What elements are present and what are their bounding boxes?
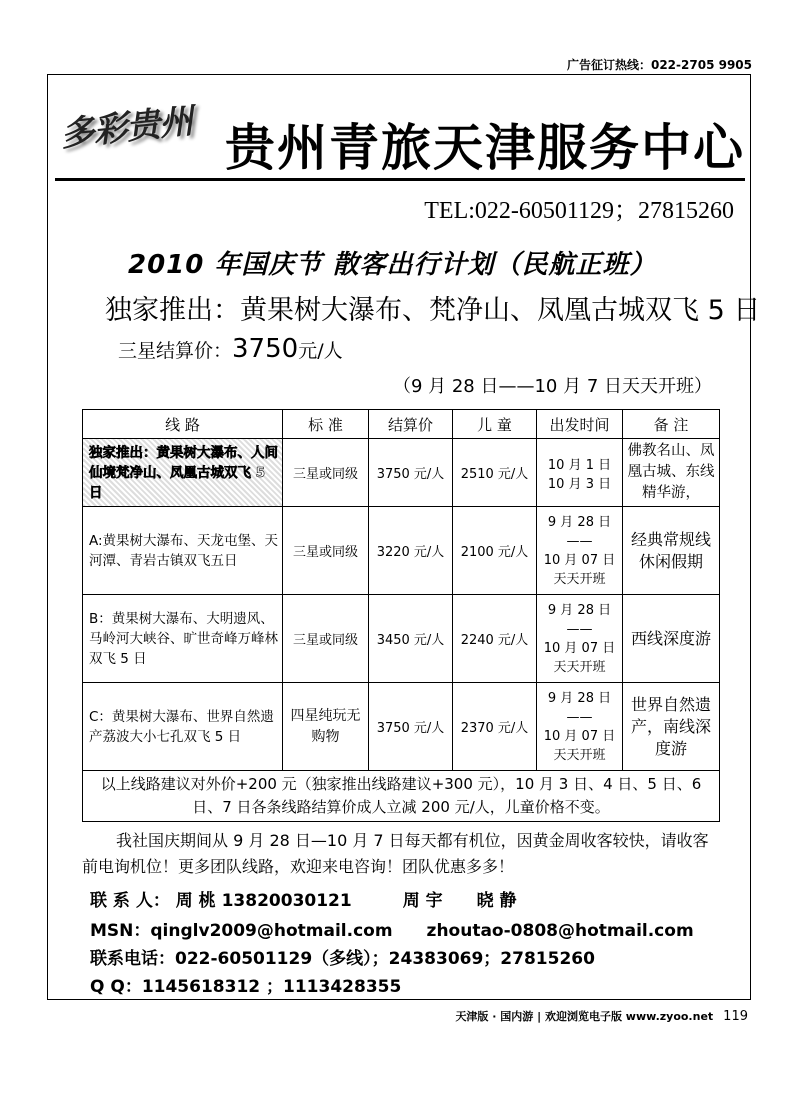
- table-row: [83, 439, 720, 507]
- exclusive-offer: 独家推出：黄果树大瀑布、梵净山、凤凰古城双飞 5 日: [105, 295, 761, 326]
- child-cell: 2370 元/人: [453, 683, 537, 771]
- page-number: 119: [723, 1009, 748, 1024]
- logo: 多彩贵州: [58, 101, 195, 155]
- subtitle: 2010 年国庆节 散客出行计划（民航正班）: [128, 250, 657, 280]
- page-footer: [455, 1008, 748, 1024]
- standard-cell: 三星或同级: [283, 439, 369, 507]
- departure-date: 10 月 1 日: [547, 457, 612, 473]
- contact-qq: Q Q：1145618312 ；1113428355: [90, 977, 402, 997]
- standard-cell: 三星或同级: [283, 507, 369, 595]
- routes-table: [82, 409, 720, 822]
- departure-dash: ——: [566, 621, 593, 637]
- departure-cell: [537, 507, 623, 595]
- price-cell: 3220 元/人: [369, 507, 453, 595]
- title-divider: [55, 178, 745, 181]
- route-cell: B：黄果树大瀑布、大明遗风、马岭河大峡谷、旷世奇峰万峰林双飞 5 日: [83, 595, 283, 683]
- departure-cell: [537, 595, 623, 683]
- departure-start: 9 月 28 日: [547, 514, 612, 530]
- table-header-row: [83, 410, 720, 439]
- departure-cell: [537, 439, 623, 507]
- table-footnote: 以上线路建议对外价+200 元（独家推出线路建议+300 元），10 月 3 日、4 日、5 日、6 日、7 日各条线路结算价成人立减 200 元/人，儿童价格不变。: [83, 771, 720, 822]
- price-label: 三星结算价：: [118, 340, 233, 362]
- departure-end: 10 月 07 日: [543, 640, 616, 656]
- departure-date: 10 月 3 日: [547, 476, 612, 492]
- child-cell: 2100 元/人: [453, 507, 537, 595]
- contact-people: 联 系 人： 周 桃 13820030121 周 宇 晓 静: [90, 891, 517, 911]
- header-price: 结算价: [369, 410, 453, 439]
- page-title: 贵州青旅天津服务中心: [225, 118, 745, 177]
- header-departure: 出发时间: [537, 410, 623, 439]
- table-row: [83, 595, 720, 683]
- child-cell: 2240 元/人: [453, 595, 537, 683]
- footer-text: 天津版 · 国内游 | 欢迎浏览电子版 www.zyoo.net: [455, 1010, 714, 1023]
- departure-end: 10 月 07 日: [543, 552, 616, 568]
- ad-hotline: 广告征订热线：022-2705 9905: [566, 58, 752, 72]
- departure-cell: [537, 683, 623, 771]
- note-cell: 西线深度游: [623, 595, 720, 683]
- header-child: 儿 童: [453, 410, 537, 439]
- departure-daily: 天天开班: [553, 571, 606, 587]
- standard-cell: 四星纯玩无购物: [283, 683, 369, 771]
- price-line: [118, 334, 343, 364]
- booking-notice: 我社国庆期间从 9 月 28 日—10 月 7 日每天都有机位，因黄金周收客较快，请收客前电询机位！更多团队线路，欢迎来电咨询！团队优惠多多！: [82, 831, 709, 876]
- header-standard: 标 准: [283, 410, 369, 439]
- standard-cell: 三星或同级: [283, 595, 369, 683]
- price-cell: 3450 元/人: [369, 595, 453, 683]
- table-row: [83, 507, 720, 595]
- departure-start: 9 月 28 日: [547, 690, 612, 706]
- contact-phone: 联系电话：022-60501129（多线）；24383069；27815260: [90, 949, 595, 969]
- note-cell: 经典常规线休闲假期: [623, 507, 720, 595]
- departure-start: 9 月 28 日: [547, 602, 612, 618]
- price-cell: 3750 元/人: [369, 439, 453, 507]
- departure-daily: 天天开班: [553, 659, 606, 675]
- telephone: TEL:022-60501129；27815260: [424, 198, 734, 224]
- departure-dash: ——: [566, 709, 593, 725]
- table-footnote-row: [83, 771, 720, 822]
- daily-departure: （9 月 28 日——10 月 7 日天天开班）: [392, 376, 712, 397]
- price-value: 3750: [232, 334, 299, 364]
- note-cell: 佛教名山、凤凰古城、东线精华游，: [623, 439, 720, 507]
- route-cell: 独家推出：黄果树大瀑布、人间仙境梵净山、凤凰古城双飞 5 日: [83, 439, 283, 507]
- departure-daily: 天天开班: [553, 747, 606, 763]
- header-note: 备 注: [623, 410, 720, 439]
- route-cell: C：黄果树大瀑布、世界自然遗产荔波大小七孔双飞 5 日: [83, 683, 283, 771]
- price-cell: 3750 元/人: [369, 683, 453, 771]
- departure-end: 10 月 07 日: [543, 728, 616, 744]
- price-unit: 元/人: [298, 340, 343, 362]
- contact-msn: MSN：qinglv2009@hotmail.com zhoutao-0808@hotmail.com: [90, 921, 694, 941]
- departure-dash: ——: [566, 533, 593, 549]
- header-route: 线 路: [83, 410, 283, 439]
- route-cell: A:黄果树大瀑布、天龙屯堡、天河潭、青岩古镇双飞五日: [83, 507, 283, 595]
- note-cell: 世界自然遗产，南线深度游: [623, 683, 720, 771]
- child-cell: 2510 元/人: [453, 439, 537, 507]
- table-row: [83, 683, 720, 771]
